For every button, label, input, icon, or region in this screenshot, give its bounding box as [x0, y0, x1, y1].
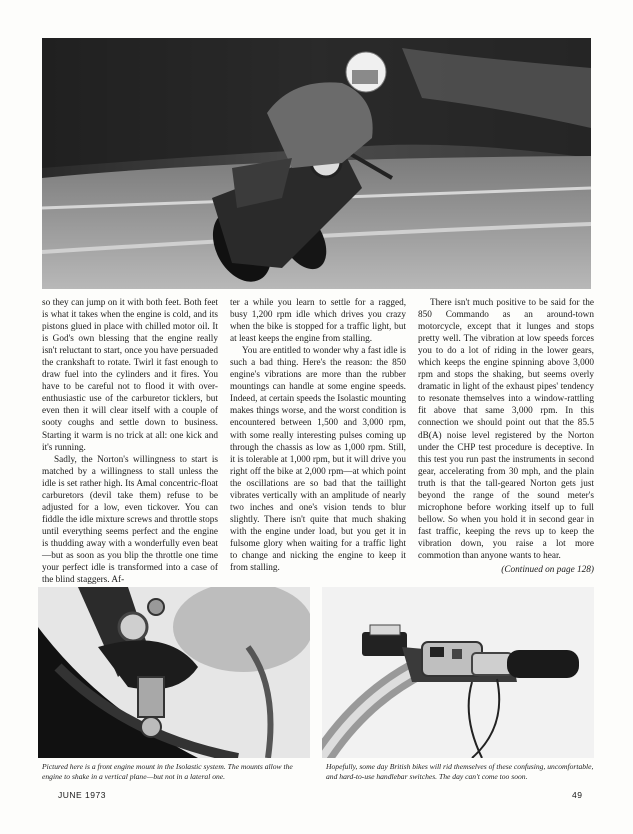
article-paragraph: There isn't much positive to be said for the 850 Commando as an around-town motorcycle, except that it lunges and stops pretty well. The vibration at low speeds forces you to do a lot of riding in the lower gears, which keeps the engine spinning above 3,000 rpm and stops the shaking, but seems overly dramatic in light of the exhaust pipes' tendency to resonate themselves into a window-rattling fit above that same 3,000 rpm. In this connection we should point out that the 85.5 dB(A) noise level registered by the Norton under the CHP test procedure is deceptive. In this test you run past the instruments in second gear, accelerating from 30 mph, and the plain truth is that the tall-geared Norton gets just beyond the range of the sound meter's microphone before working itself up to full bellow. So when you hold it in second gear in fast traffic, keeping the revs up to keep the vibration down, you raise a lot more commotion than anyone wants to hear.: [418, 298, 594, 561]
article-paragraph: Sadly, the Norton's willingness to start is matched by a willingness to stall unless the idle is set rather high. Its Amal concentric-float carburetors (devil take them) refuse to be adjusted for a low, even tickover. You can fiddle the idle mixture screws and throttle stops until everything seems perfect and the engine is thudding away with a wonderfully even beat—but as soon as you blip the throttle one time your perfect idle is transformed into a case of the blind staggers. Af-: [42, 454, 218, 586]
issue-date: JUNE 1973: [58, 790, 106, 800]
article-paragraph: ter a while you learn to settle for a ragged, busy 1,200 rpm idle which drives you crazy when the bike is stopped for a traffic light, but at least keeps the engine from stalling.: [230, 298, 406, 345]
article-column-1: [42, 297, 218, 586]
article-column-2: [230, 297, 406, 574]
engine-mount-illustration: [38, 587, 310, 758]
article-column-3: [418, 297, 594, 576]
page-number: 49: [572, 790, 583, 800]
photo-caption-right: Hopefully, some day British bikes will rid themselves of these confusing, uncomfortable, and hard-to-use handlebar switches. The day can't come too soon.: [326, 762, 594, 781]
handlebar-switches-illustration: [322, 587, 594, 758]
article-paragraph: You are entitled to wonder why a fast idle is such a bad thing. Here's the reason: the 850 engine's vibrations are more than the rubber mountings can handle at some engine speeds. Indeed, at certain speeds the Isolastic mounting makes things worse, and the worst condition is encountered between 1,500 and 3,000 rpm, with some really interesting pulses coming up through the chassis as low as 1,000 rpm. Still, it is tolerable at 1,000 rpm, but it will drive you right off the bike at 2,000 rpm—at which point the oscillations are so bad that the taillight vibrates vertically with an amplitude of nearly two inches and one's vision tends to blur slightly. There isn't quite that much shaking with the engine under load, but you get it in fulsome glory when waiting for a traffic light to change and nicking the engine to keep it from stalling.: [230, 346, 406, 574]
engine-mount-photo: [38, 587, 310, 758]
hero-photo-motorcycle-rider: [42, 38, 591, 289]
photo-caption-left: Pictured here is a front engine mount in the Isolastic system. The mounts allow the engine to shake in a vertical plane—but not in a lateral one.: [42, 762, 293, 781]
article-paragraph: so they can jump on it with both feet. Both feet is what it takes when the engine is cold, and its pistons glued in place with chilled motor oil. It is God's own blessing that the engine really isn't reluctant to start, once you have persuaded the crankshaft to rotate. Twirl it fast enough to draw fuel into the cylinders and it fires. You have to be careful not to flood it with over-enthusiastic use of the carburetor ticklers, but even then it will clear itself with a couple of sooty coughs and settle down to business. Starting it warm is no trick at all: one kick and it's running.: [42, 298, 218, 453]
continued-on-note: (Continued on page 128): [501, 565, 594, 576]
hero-photo-illustration: [42, 38, 591, 289]
handlebar-switches-photo: [322, 587, 594, 758]
